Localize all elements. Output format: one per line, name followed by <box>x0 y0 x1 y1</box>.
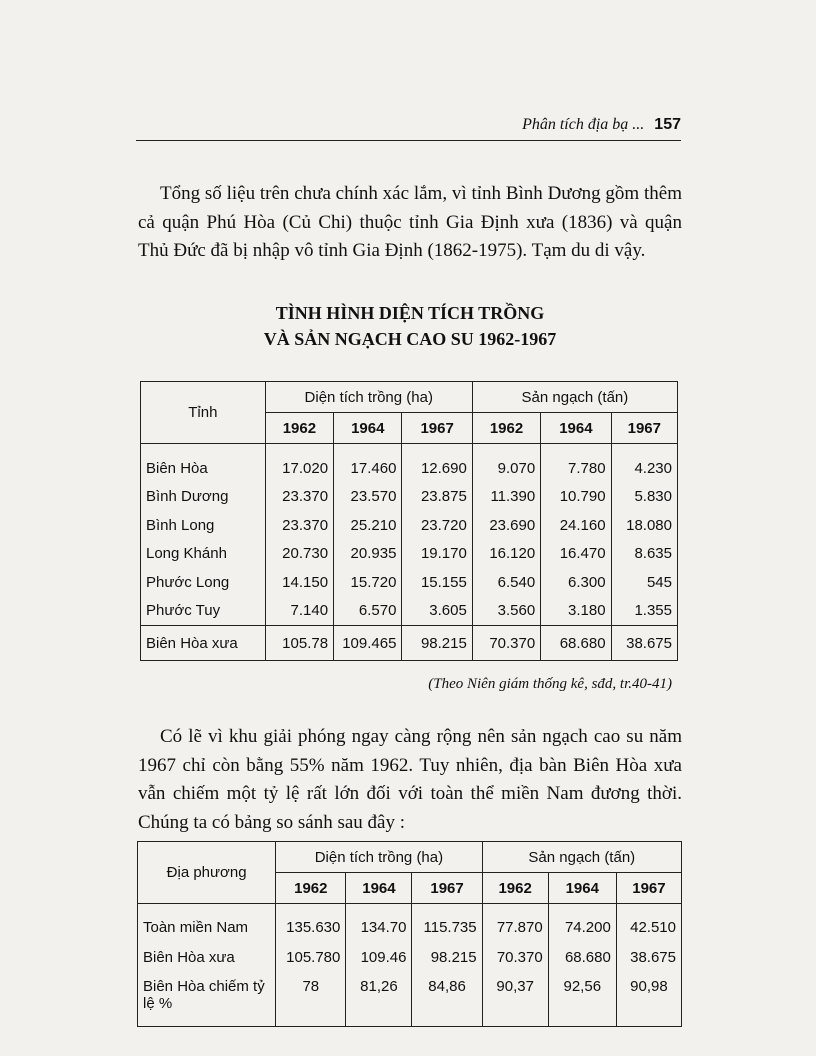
cell: 23.690 <box>472 511 540 540</box>
cell: 3.560 <box>472 597 540 626</box>
cell: 90,98 <box>616 972 681 1027</box>
cell: 81,26 <box>346 972 412 1027</box>
cell: 24.160 <box>541 511 611 540</box>
cell: 98.215 <box>412 942 482 972</box>
cell: 10.790 <box>541 483 611 512</box>
cell: 6.300 <box>541 568 611 597</box>
table-1-title-line-2: VÀ SẢN NGẠCH CAO SU 1962-1967 <box>263 329 557 349</box>
cell: 16.120 <box>472 540 540 569</box>
cell: 134.70 <box>346 904 412 943</box>
cell: 3.180 <box>541 597 611 626</box>
cell: 4.230 <box>611 444 677 483</box>
row-label: Biên Hòa xưa <box>141 626 266 661</box>
header-title: Phân tích địa bạ ... <box>522 116 645 133</box>
col-header-place: Địa phương <box>138 842 276 904</box>
row-label: Biên Hòa xưa <box>138 942 276 972</box>
cell: 25.210 <box>334 511 402 540</box>
table-1-title <box>138 300 682 352</box>
row-label: Biên Hòa chiếm tỷ lệ % <box>138 972 276 1027</box>
cell: 23.875 <box>402 483 472 512</box>
cell: 17.460 <box>334 444 402 483</box>
cell: 16.470 <box>541 540 611 569</box>
row-label: Bình Dương <box>141 483 266 512</box>
cell: 1.355 <box>611 597 677 626</box>
row-label: Toàn miền Nam <box>138 904 276 943</box>
cell: 109.46 <box>346 942 412 972</box>
rubber-area-output-table <box>140 381 678 661</box>
page-number: 157 <box>654 116 681 133</box>
cell: 105.780 <box>276 942 346 972</box>
row-label: Biên Hòa <box>141 444 266 483</box>
row-label: Phước Long <box>141 568 266 597</box>
group-header-output: Sản ngạch (tấn) <box>472 382 677 413</box>
cell: 7.140 <box>265 597 333 626</box>
running-header <box>136 112 681 141</box>
cell: 38.675 <box>611 626 677 661</box>
cell: 20.730 <box>265 540 333 569</box>
cell: 70.370 <box>472 626 540 661</box>
table-row <box>141 568 678 597</box>
cell: 84,86 <box>412 972 482 1027</box>
cell: 23.570 <box>334 483 402 512</box>
cell: 23.370 <box>265 483 333 512</box>
cell: 23.720 <box>402 511 472 540</box>
table-row <box>141 444 678 483</box>
year-header: 1962 <box>482 873 548 904</box>
cell: 68.680 <box>548 942 616 972</box>
table-1-source: (Theo Niên giám thống kê, sđd, tr.40-41) <box>428 676 672 692</box>
cell: 135.630 <box>276 904 346 943</box>
cell: 19.170 <box>402 540 472 569</box>
year-header: 1964 <box>541 413 611 444</box>
cell: 90,37 <box>482 972 548 1027</box>
cell: 68.680 <box>541 626 611 661</box>
table-row <box>138 904 682 943</box>
row-label: Bình Long <box>141 511 266 540</box>
year-header: 1964 <box>334 413 402 444</box>
year-header: 1964 <box>548 873 616 904</box>
year-header: 1967 <box>611 413 677 444</box>
cell: 5.830 <box>611 483 677 512</box>
cell: 11.390 <box>472 483 540 512</box>
year-header: 1962 <box>276 873 346 904</box>
cell: 74.200 <box>548 904 616 943</box>
cell: 7.780 <box>541 444 611 483</box>
cell: 98.215 <box>402 626 472 661</box>
table-row <box>138 942 682 972</box>
cell: 8.635 <box>611 540 677 569</box>
paragraph-1: Tổng số liệu trên chưa chính xác lắm, vì tỉnh Bình Dương gồm thêm cả quận Phú Hòa (Củ Chi) thuộc tỉnh Gia Định xưa (1836) và quận Thủ Đức đã bị nhập vô tỉnh Gia Định (1862-1975). Tạm du di vậy. <box>138 183 682 261</box>
year-header: 1962 <box>265 413 333 444</box>
table-row <box>141 483 678 512</box>
cell: 9.070 <box>472 444 540 483</box>
cell: 18.080 <box>611 511 677 540</box>
group-header-output: Sản ngạch (tấn) <box>482 842 681 873</box>
cell: 3.605 <box>402 597 472 626</box>
group-header-area: Diện tích trồng (ha) <box>276 842 482 873</box>
table-1-title-line-1: TÌNH HÌNH DIỆN TÍCH TRỒNG <box>275 303 545 323</box>
cell: 70.370 <box>482 942 548 972</box>
cell: 42.510 <box>616 904 681 943</box>
table-total-row <box>141 626 678 661</box>
cell: 115.735 <box>412 904 482 943</box>
cell: 15.155 <box>402 568 472 597</box>
cell: 6.540 <box>472 568 540 597</box>
year-header: 1967 <box>402 413 472 444</box>
col-header-province: Tỉnh <box>141 382 266 444</box>
cell: 38.675 <box>616 942 681 972</box>
year-header: 1962 <box>472 413 540 444</box>
year-header: 1967 <box>412 873 482 904</box>
table-row <box>141 597 678 626</box>
table-row <box>138 972 682 1027</box>
cell: 20.935 <box>334 540 402 569</box>
cell: 15.720 <box>334 568 402 597</box>
cell: 545 <box>611 568 677 597</box>
cell: 92,56 <box>548 972 616 1027</box>
table-row <box>141 511 678 540</box>
cell: 78 <box>276 972 346 1027</box>
cell: 77.870 <box>482 904 548 943</box>
cell: 14.150 <box>265 568 333 597</box>
row-label: Long Khánh <box>141 540 266 569</box>
year-header: 1967 <box>616 873 681 904</box>
group-header-area: Diện tích trồng (ha) <box>265 382 472 413</box>
row-label: Phước Tuy <box>141 597 266 626</box>
cell: 12.690 <box>402 444 472 483</box>
paragraph-2: Có lẽ vì khu giải phóng ngay càng rộng nên sản ngạch cao su năm 1967 chỉ còn bằng 55% năm 1962. Tuy nhiên, địa bàn Biên Hòa xưa vẫn chiếm một tỷ lệ rất lớn đối với toàn thể miền Nam đương thời. Chúng ta có bảng so sánh sau đây : <box>138 726 682 833</box>
comparison-table <box>137 841 682 1027</box>
cell: 109.465 <box>334 626 402 661</box>
cell: 6.570 <box>334 597 402 626</box>
table-row <box>141 540 678 569</box>
cell: 23.370 <box>265 511 333 540</box>
cell: 105.78 <box>265 626 333 661</box>
year-header: 1964 <box>346 873 412 904</box>
cell: 17.020 <box>265 444 333 483</box>
